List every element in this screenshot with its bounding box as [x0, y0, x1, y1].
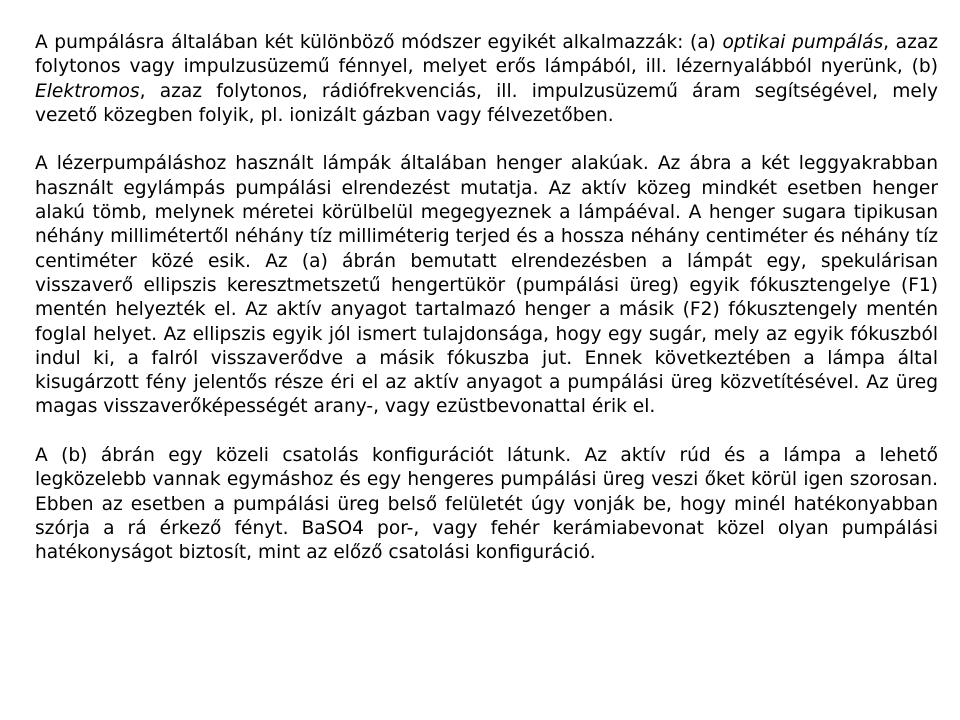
paragraph-close-coupling: A (b) ábrán egy közeli csatolás konfigurációt látunk. Az aktív rúd és a lámpa a lehető legközelebb vannak egymáshoz és egy hengeres pumpálási üreg veszi őket körül igen szorosan. Ebben az esetben a pumpálási üreg belső felületét úgy vonják be, hogy minél hatékonyabban szórja a rá érkező fényt. BaSO4 por-, vagy fehér kerámiabevonat közel olyan pumpálási hatékonyságot biztosít, mint az előző csatolási konfiguráció. — [35, 445, 938, 564]
paragraph-spacer — [35, 128, 938, 152]
paragraph-pumping-methods — [35, 31, 938, 128]
paragraph-spacer — [35, 420, 938, 444]
italic-term-electrical: Elektromos — [35, 80, 140, 102]
italic-term-optical-pumping: optikai pumpálás — [722, 32, 884, 53]
paragraph-lamp-configurations: A lézerpumpáláshoz használt lámpák általában henger alakúak. Az ábra a két leggyakrabban használt egylámpás pumpálási elrendezést mutatja. Az aktív közeg mindkét esetben henger alakú tömb, melynek méretei körülbelül megegyeznek a lámpáéval. A henger sugara tipikusan néhány millimétertől néhány tíz milliméterig terjed és a hossza néhány centiméter és néhány tíz centiméter közé esik. Az (a) ábrán bemutatt elrendezésben a lámpát egy, spekulárisan visszaverő ellipszis keresztmetszetű hengertükör (pumpálási üreg) egyik fókusztengelye (F1) mentén helyezték el. Az aktív anyagot tartalmazó henger a másik (F2) fókusztengely mentén foglal helyet. Az ellipszis egyik jól ismert tulajdonsága, hogy egy sugár, mely az egyik fókuszból indul ki, a falról visszaverődve a másik fókuszba jut. Ennek következtében a lámpa által kisugárzott fény jelentős része éri el az aktív anyagot a pumpálási üreg közvetítésével. Az üreg magas visszaverőképességét arany-, vagy ezüstbevonattal érik el. — [35, 153, 938, 418]
paragraph-text: , azaz folytonos, rádiófrekvenciás, ill. impulzusüzemű áram segítségével, mely vezető közegben folyik, pl. ionizált gázban vagy félvezetőben. — [35, 80, 938, 126]
paragraph-text: , azaz folytonos vagy impulzusüzemű fénnyel, melyet erős lámpából, ill. lézernyalábból nyerünk, (b) — [35, 32, 938, 78]
document-page — [35, 31, 938, 566]
paragraph-text: A pumpálásra általában két különböző módszer egyikét alkalmazzák: (a) — [35, 32, 723, 53]
